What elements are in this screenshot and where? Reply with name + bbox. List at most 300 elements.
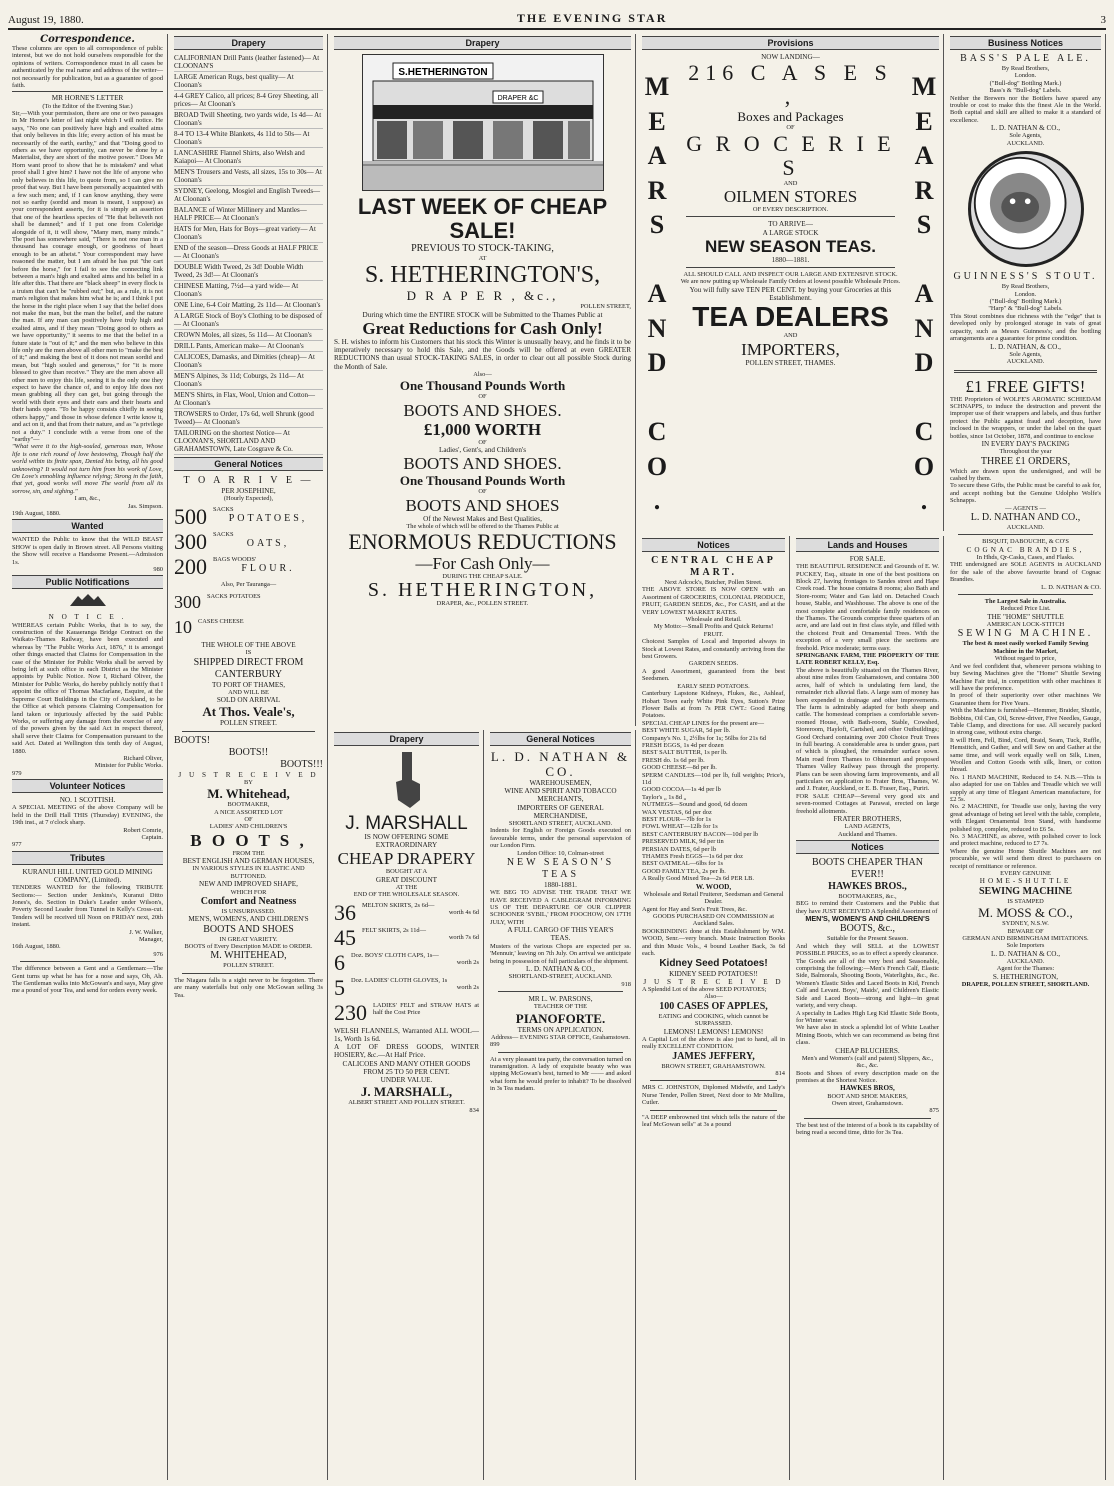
welsh-flannels: WELSH FLANNELS, Warranted ALL WOOL—1s, Worth 1s 6d. <box>334 1026 479 1044</box>
cloonan-ad-item: BALANCE of Winter Millinery and Mantles— HALF PRICE— At Cloonan's <box>174 205 323 224</box>
just-received: J U S T R E C E I V E D <box>178 770 319 779</box>
goods-qty: 500 <box>174 505 207 528</box>
letter-signature: Jas. Simpson. <box>128 502 163 510</box>
hetherington-7: S. HETHERINGTON, <box>992 972 1059 981</box>
capital-lot: A Capital Lot of the above is also just to hand, all in really EXCELLENT CONDITION. <box>642 1035 785 1051</box>
mears-letter <box>921 385 928 411</box>
notice-signer: Richard Oliver, <box>123 754 163 762</box>
putting-up: We are now putting up Wholesale Family Orders at lowest possible Wholesale Prices. <box>680 278 901 286</box>
early-potatoes: EARLY SEED POTATOES. <box>677 682 750 690</box>
column-drapery-cloonan <box>170 34 328 1480</box>
also-tauranga: Also, Per Tauranga— <box>220 580 277 588</box>
parsons-number: 899 <box>490 1041 500 1049</box>
beg-remind: BEG to remind their Customers and the Public that they have JUST RECEIVED A Splendid Assortment of <box>796 900 939 915</box>
goods-best: The Goods are all of the very best and Seasonable, comprising the following:—Men's French Calf, Elastic Side, Balmorals, Shooting Boots, Waterlights, &c., &c. Women's Elastic Sides and Laced Boots in Kid, French Calf and Levant. Boys', Maids', and Children's Elastic Side and Laced Boots—strong and light—in great variety, and very cheap. <box>796 957 939 1010</box>
mears-letter: O <box>646 451 668 481</box>
boots-shoes-1: BOOTS AND SHOES. <box>403 400 562 420</box>
every-days-packing: IN EVERY DAY'S PACKING <box>981 439 1070 448</box>
mears-letter: S <box>649 210 665 239</box>
marshall-address: ALBERT STREET AND POLLEN STREET. <box>348 1099 465 1107</box>
mears-letter: A <box>914 279 934 308</box>
marshall-row <box>334 902 479 924</box>
letter-subtitle: (To the Editor of the Evening Star.) <box>42 102 133 110</box>
harp-labels: "Harp" & "Bull-dog" Labels. <box>988 305 1063 313</box>
marshall-item: Doz. BOYS' CLOTH CAPS, 1s— <box>351 951 439 959</box>
advise-text: WE BEG TO ADVISE THE TRADE THAT WE HAVE RECEIVED A CABLEGRAM INFORMING US OF THE DEPARTURE OF OUR CLIPPER SCHOONER 'SYBIL,' FROM FOOCHOW, ON 17TH JULY, WITH <box>490 889 631 926</box>
goods-item: POTATOES, <box>228 513 308 525</box>
tributes-signer: J. W. Walker, <box>129 928 163 936</box>
marshall-worth: worth 4s 6d <box>448 909 479 917</box>
volunteer-signer: Robert Comrie, <box>123 826 163 834</box>
shipped-direct: SHIPPED DIRECT FROM <box>193 656 304 668</box>
cloonan-ad-item: CROWN Moles, all sizes, 5s 11d— At Cloonan's <box>174 330 323 341</box>
whole-offered: The whole of which will be offered to the Thames Public at <box>406 522 559 530</box>
goods-list <box>174 506 323 578</box>
garden-seeds: GARDEN SEEDS. <box>688 660 739 668</box>
jeffery-name: JAMES JEFFERY, <box>672 1050 755 1062</box>
mears-letter <box>654 247 661 273</box>
bulldog-seal-icon <box>968 151 1084 267</box>
guinness-stout: GUINNESS'S STOUT. <box>953 271 1098 283</box>
hem-fell: It will Hem, Fell, Bind, Cord, Braid, Seam, Tuck, Ruffle, Hemstitch, and Gather, and will Sew on and Gather at the same time, and will work equally well on Silk, Linen, Woollen and Cotton Goods with silk, linen, or cotton thread. <box>950 736 1101 774</box>
three-orders: THREE £1 ORDERS, <box>980 455 1071 467</box>
extraordinary: EXTRAORDINARY <box>375 841 438 850</box>
commission: GOODS PURCHASED ON COMMISSION at Auckland Sales. <box>652 913 775 928</box>
port-of-thames: TO PORT OF THAMES, <box>211 680 286 689</box>
bisquit: BISQUIT, DABOUCHE, & CO'S <box>982 538 1069 546</box>
cloonan-ad-item: 4-4 GREY Calico, all prices; 8-4 Grey Sheeting, all prices— At Cloonan's <box>174 91 323 110</box>
deep-tint: "A DEEP embrowned tint which tells the nature of the leaf McGowan sells" at 3s a pound <box>642 1113 785 1128</box>
veale-name: At Thos. Veale's, <box>202 704 295 720</box>
cloonan-ad-item: CALICOES, Damasks, and Dimities (cheap)— At Cloonan's <box>174 352 323 371</box>
will-be: AND WILL BE <box>228 688 269 696</box>
goods2-qty: 10 <box>174 617 192 638</box>
best-easily: The best & most easily worked Family Sewing Machine in the Market, <box>962 640 1089 655</box>
goods-row <box>174 531 323 553</box>
mears-letter: N <box>914 313 934 343</box>
tributes-number: 976 <box>153 950 163 958</box>
reduced-price-list: Reduced Price List. <box>1000 605 1051 613</box>
mears-letter: R <box>914 175 934 205</box>
agent-thames: Agent for the Thames: <box>996 965 1055 973</box>
divider <box>958 534 1093 535</box>
cloonan-ad-item: DOUBLE Width Tweed, 2s 3d! Double Width Tweed, 2s 3d!— At Cloonan's <box>174 262 323 281</box>
importers-5: IMPORTERS, <box>741 339 840 359</box>
wanted-heading: Wanted <box>12 519 163 533</box>
correspondence-disclaimer: These columns are open to all correspondence of public interest, but we do not hold ourselves responsible for the opinions of writers. Correspondence must in all cases be authenticated by the real name and address of the writer—not necessarily for publication, but as a guarantee of good faith. <box>12 45 163 92</box>
volunteer-signer-title: Captain. <box>141 833 163 841</box>
notice-signer-title: Minister for Public Works. <box>94 762 163 770</box>
goods-item: OATS, <box>246 538 290 550</box>
under-value: UNDER VALUE. <box>380 1076 433 1085</box>
divider <box>498 1052 623 1053</box>
cheap-bluchers: CHEAP BLUCHERS. <box>835 1046 900 1055</box>
bass-labels: Bass's & "Bull-dog" Labels. <box>989 87 1062 95</box>
sydney: SYDNEY, N.S.W. <box>1002 920 1049 928</box>
cloonan-ad-item: ONE Line, 6-4 Coir Matting, 2s 11d— At Cloonan's <box>174 300 323 311</box>
central-cheap-mart: CENTRAL CHEAP MART. <box>651 555 776 578</box>
sewing-machine: SEWING MACHINE. <box>957 628 1094 640</box>
bulldog-mark-2: ("Bull-dog" Bottling Mark.) <box>989 298 1062 306</box>
column-lands-houses <box>792 536 944 1480</box>
home-shuttle: THE "HOME" SHUTTLE <box>987 612 1064 621</box>
bootmaker-label: BOOTMAKER, <box>227 801 270 809</box>
cheap-drapery: CHEAP DRAPERY <box>337 849 476 869</box>
great-variety: IN GREAT VARIETY. <box>219 935 278 943</box>
groceries: G R O C E R I E S <box>686 130 895 180</box>
tea-dealers: TEA DEALERS <box>692 301 889 333</box>
mears-letter: A <box>647 141 667 170</box>
goods2-qty: 300 <box>174 592 201 613</box>
for-cash-only: —For Cash Only— <box>415 554 550 574</box>
moss-co: M. MOSS & CO., <box>978 905 1073 921</box>
goods-unit: BAGS WOODS' <box>213 555 257 563</box>
wood-agent: Agent for Hay and Son's Fruit Trees, &c. <box>642 905 747 913</box>
divider <box>686 267 895 268</box>
largest-sale: The Largest Sale in Australia. <box>984 598 1067 606</box>
to-arrive-5: TO ARRIVE— <box>768 220 813 229</box>
cloonan-ad-item: A LARGE Stock of Boy's Clothing to be disposed of— At Cloonan's <box>174 312 323 328</box>
home-shuttle-2: HOME-SHUTTLE <box>979 877 1072 886</box>
special-line-item: BEST CANTERBURY BACON—10d per lb <box>642 830 759 838</box>
drapery-heading-3: Drapery <box>334 732 479 746</box>
machine-no1: No. 1 HAND MACHINE, Reduced to £4. N.B.—This is also adapted for use on Tables and Treadle which we will supply at any time of Elegant American manufacture, for £2 5s. <box>950 773 1101 804</box>
goods2-row <box>174 616 323 638</box>
special-line-item: FOWL WHEAT—12lb for 1s <box>642 823 718 831</box>
dress-goods: A LOT OF DRESS GOODS, WINTER HOSIERY, &c.—At Half Price. <box>334 1043 479 1060</box>
springbank-title: SPRINGBANK FARM, THE PROPERTY OF THE LATE ROBERT KELLY, Esq. <box>796 652 939 667</box>
boot-shoe-makers: BOOT AND SHOE MAKERS, <box>827 1092 908 1100</box>
notice-title: N O T I C E . <box>48 613 127 622</box>
general-notices-heading: General Notices <box>174 457 323 471</box>
column-hetherington <box>330 34 636 726</box>
specialty: A specialty in Ladies High Leg Kid Elastic Side Boots, for Winter wear. <box>796 1009 939 1024</box>
german-imitations: GERMAN AND BIRMINGHAM IMITATIONS. <box>962 934 1089 942</box>
importers: IMPORTERS OF GENERAL <box>517 803 604 812</box>
general-notices-heading-2: General Notices <box>490 732 631 746</box>
special-line-item: BEST WHITE SUGAR, 5d per lb. <box>642 727 731 735</box>
tea-year-5: 1880—1881. <box>771 255 810 264</box>
public-notifications-heading: Public Notifications <box>12 575 163 589</box>
bookbinding: BOOKBINDING done at this Establishment by WM. WOOD, Senr.—very branch. Music Instruction Books and thin Music Vols., 4 bound Leather Back, 3s 6d each. <box>642 927 785 958</box>
by-read: By Read Brothers, <box>1001 65 1050 72</box>
residence-text: THE BEAUTIFUL RESIDENCE and Grounds of E. W. PUCKEY, Esq., situate in one of the best positions on Block 27, having frontages to Sandes street and Hape Creek road. The house contains 8 rooms; also Bath and Store-room; Water and Gas laid on. Detached Coach house, Stable, and Washhouse. The above is one of the most complete and comfortable family residences on the Thames. The Grounds comprise three quarters of an acre, and are laid out in first class style, and filled with the choicest Fruit and Ornamental Trees. With the exception of a very small piece the sections are freehold. Price moderate; terms easy. <box>796 563 940 652</box>
mens-womens: MEN'S, WOMEN'S, AND CHILDREN'S <box>188 915 309 924</box>
letter-date: 19th August, 1880. <box>12 509 61 517</box>
cloonan-ad-item: TROWSERS to Order, 17s 6d, well Shrunk (good Tweed)— At Cloonan's <box>174 409 323 428</box>
cloonan-ad-item: TAILORING on the shortest Notice— At CLOONAN'S, SHORTLAND AND GRAHAMSTOWN, Late Cosgrave & Co. <box>174 428 323 455</box>
notice-number: 979 <box>12 769 22 777</box>
column-marshall <box>330 730 484 1480</box>
cognac-brandies: COGNAC BRANDIES, <box>966 545 1085 554</box>
suitable-season: Suitable for the Present Season. <box>826 935 909 943</box>
canterbury-potatoes: Canterbury Lapstone Kidneys, Flukes, &c., Ashleaf, Hobart Town early White Pink Eyes, Sutton's Prize Flower Balls at from 7s PER CWT.: Good Eating Potatoes. <box>642 690 785 720</box>
mears-letter <box>921 247 928 273</box>
apples: 100 CASES OF APPLES, <box>659 1000 768 1012</box>
masthead <box>8 4 1106 30</box>
cloonan-ad-item: HATS for Men, Hats for Boys—great variety— At Cloonan's <box>174 224 323 243</box>
sole-importers: Sole Importers <box>1006 942 1045 950</box>
save-percent: You will fully save TEN PER CENT. by buying your Groceries at this Establishment. <box>689 285 892 303</box>
auckland-7: AUCKLAND. <box>1006 139 1045 147</box>
divider <box>182 973 315 974</box>
hetherington-address: DRAPER, &c., POLLEN STREET. <box>436 599 529 607</box>
mears-letter: . <box>653 486 661 515</box>
frater-location: Auckland and Thames. <box>838 830 897 838</box>
canterbury-label: CANTERBURY <box>214 668 283 680</box>
full-cargo: A FULL CARGO OF THIS YEAR'S <box>507 926 614 935</box>
mears-letter: A <box>914 141 934 170</box>
tributes-title: KURANUI HILL UNITED GOLD MINING COMPANY, (Limited). <box>22 867 153 884</box>
drapery-heading: Drapery <box>174 36 323 50</box>
goods2-item: CASES CHEESE <box>198 618 244 626</box>
thousand-pounds: One Thousand Pounds Worth <box>399 378 566 394</box>
nathan-7b: L. D. NATHAN, & CO., <box>990 342 1061 351</box>
sole-agents-7: Sole Agents, <box>1009 132 1042 140</box>
great-discount: GREAT DISCOUNT <box>375 875 438 884</box>
is-label: IS <box>245 649 252 657</box>
secure-gifts: To secure these Gifts, the Public must be careful to ask for, and accept nothing but the Genuine Udolpho Wolfe's Schnapps. <box>950 482 1101 505</box>
to-arrive: T O A R R I V E — <box>183 475 314 486</box>
mears-letter: R <box>647 175 667 205</box>
special-lines-list <box>642 727 785 883</box>
agents-label: — AGENTS — <box>1005 504 1046 512</box>
issue-date: August 19, 1880. <box>8 14 84 26</box>
store-open: THE ABOVE STORE IS NOW OPEN with an Assortment of GROCERIES, COLONIAL PRODUCE, FRUIT, GARDEN SEEDS, &c., For CASH, and at the VERY LOWEST MARKET RATES. <box>642 586 785 616</box>
draper-pollen: DRAPER, POLLEN STREET, SHORTLAND. <box>961 980 1090 988</box>
also-label: Also— <box>473 370 492 378</box>
just-received-5: J U S T R E C E I V E D <box>643 977 784 986</box>
drawn-upon: Which are drawn upon the undersigned, and will be cashed by them. <box>950 467 1101 482</box>
cloonan-ad-item: MEN'S Alpines, 3s 11d; Coburgs, 2s 11d— At Cloonan's <box>174 371 323 390</box>
column-correspondence <box>8 34 168 1480</box>
now-landing: NOW LANDING— <box>761 53 820 61</box>
terms-application: TERMS ON APPLICATION. <box>517 1025 604 1034</box>
special-lines-heading: SPECIAL CHEAP LINES for the present are— <box>642 719 764 727</box>
wholesale-retail: Wholesale and Retail. <box>685 616 742 624</box>
volunteer-number: 977 <box>12 841 22 849</box>
hawkes-name: HAWKES BROS., <box>828 881 907 893</box>
free-gifts: £1 FREE GIFTS! <box>965 376 1086 396</box>
tea-year: 1880-1881. <box>544 881 577 890</box>
owen-street: Owen street, Grahamstown. <box>831 1099 904 1107</box>
special-line-item: GOOD CHEESE—8d per lb. <box>642 764 717 772</box>
goods-row <box>174 506 323 528</box>
cloonan-ad-item: BROAD Twill Sheeting, two yards wide, 1s 4d— At Cloonan's <box>174 111 322 127</box>
whole-of-above: THE WHOLE OF THE ABOVE <box>201 641 296 650</box>
marshall-row <box>334 927 479 949</box>
boots-shoes-3: BOOTS AND SHOES <box>405 495 560 515</box>
for-sale: FOR SALE. <box>849 555 886 563</box>
special-line-item: BEST SALT BUTTER, 1s per lb. <box>642 749 728 757</box>
whitehead-name-2: M. WHITEHEAD, <box>210 950 287 962</box>
divider <box>650 1080 777 1081</box>
cloonan-ad-item: LANCASHIRE Flannel Shirts, also Welsh and Kaiapoi— At Cloonan's <box>174 148 323 167</box>
sold-on-arrival: SOLD ON ARRIVAL <box>216 696 281 705</box>
divider <box>20 961 155 962</box>
made-premises: Boots and Shoes of every description made on the premises at the Shortest Notice. <box>796 1069 939 1084</box>
warehousemen: WAREHOUSEMEN, <box>529 779 592 787</box>
marshall-qty: 6 <box>334 951 345 974</box>
cloonan-ad-item: 8-4 TO 13-4 White Blankets, 4s 11d to 50s— At Cloonan's <box>174 129 323 148</box>
thousand-pounds-2: One Thousand Pounds Worth <box>399 473 566 489</box>
column-mears-provisions <box>638 34 944 531</box>
tributes-signer-title: Manager, <box>138 936 163 944</box>
divider <box>498 991 623 992</box>
pianoforte: PIANOFORTE. <box>515 1010 606 1026</box>
marshall-worth: worth 2s <box>456 984 479 992</box>
goods2-list <box>174 591 323 638</box>
teas-label: TEAS. <box>550 934 571 943</box>
special-line-item: FRESH EGGS, 1s 4d per dozen <box>642 741 724 749</box>
goods-item: FLOUR. <box>241 563 295 575</box>
wood-title: Wholesale and Retail Fruiterer, Seedsman and General Dealer. <box>643 890 784 906</box>
goods-row <box>174 556 323 578</box>
divider <box>182 731 315 732</box>
shortland-street: SHORTLAND STREET, AUCKLAND. <box>508 820 613 828</box>
undersigned: THE undersigned are SOLE AGENTS in AUCKLAND for the sale of the above favourite brand of Cognac Brandies. <box>950 561 1101 584</box>
hawkes-number: 875 <box>929 1107 939 1115</box>
wanted-number: 980 <box>153 566 163 574</box>
pound-worth: £1,000 WORTH <box>423 419 542 439</box>
american-lock-stitch: AMERICAN LOCK-STITCH <box>986 621 1065 629</box>
seeds-text: A good Assortment, guaranteed from the best Seedsmen. <box>642 667 785 683</box>
cloonan-ad-item: MEN'S Shirts, in Flax, Wool, Union and Cotton— At Cloonan's <box>174 390 323 409</box>
divider <box>804 1118 931 1119</box>
call-inspect: ALL SHOULD CALL AND INSPECT OUR LARGE AND EXTENSIVE STOCK. <box>683 271 898 279</box>
parsons-address: Address— EVENING STAR OFFICE, Grahamstown. <box>490 1033 630 1041</box>
page-number: 3 <box>1100 14 1106 26</box>
new-season-teas-5: NEW SEASON TEAS. <box>705 236 876 256</box>
marshall-item: Doz. LADIES' CLOTH GLOVES, 1s <box>351 976 448 984</box>
cloonan-ad-item: CHINESE Matting, 7½d—a yard wide— At Cloonan's <box>174 281 323 300</box>
and-label-5: AND <box>783 179 798 187</box>
special-line-item: PRESERVED MILK, 9d per tin <box>642 838 724 846</box>
cloonan-ad-list <box>174 53 323 455</box>
mens-womens-6: MEN'S, WOMEN'S AND CHILDREN'S <box>805 914 930 924</box>
special-line-item: Company's No. 1, 2½lbs for 1s; 56lbs for 21s 6d <box>642 734 766 742</box>
wine-spirit: WINE AND SPIRIT AND TOBACCO <box>504 787 617 796</box>
goods-unit: SACKS <box>213 530 234 538</box>
bass-pale-ale: BASS'S PALE ALE. <box>960 53 1091 64</box>
mears-letter: A <box>647 279 667 308</box>
mears-letter: E <box>648 106 666 136</box>
mears-letter: S <box>916 210 932 239</box>
fruit-heading: FRUIT. <box>703 630 724 638</box>
store-sign-text: S.HETHERINGTON <box>397 67 488 78</box>
marshall-item: MELTON SKIRTS, 2s 6d— <box>362 901 435 909</box>
which-for: WHICH FOR <box>230 888 267 896</box>
divider <box>650 1110 777 1111</box>
whitehead-address: POLLEN STREET. <box>223 962 274 970</box>
every-genuine: EVERY GENUINE <box>1000 870 1051 878</box>
marshall-item: FELT SKIRTS, 2s 11d— <box>362 926 427 934</box>
marshall-qty: 45 <box>334 926 356 949</box>
storefront-icon <box>363 55 603 190</box>
boots-cheaper: BOOTS CHEAPER THAN EVER!! <box>812 857 923 881</box>
large-stock: A LARGE STOCK <box>762 228 819 237</box>
of-label: OF <box>244 816 253 824</box>
marshall-qty: 36 <box>334 901 356 924</box>
mears-letter: O <box>913 451 935 481</box>
now-offering: IS NOW OFFERING SOME <box>364 833 449 841</box>
next-adcocks: Next Adcock's, Butcher, Pollen Street. <box>664 579 763 586</box>
parsons-name: MR L. W. PARSONS, <box>528 994 593 1003</box>
store-illustration <box>362 54 604 191</box>
beware: BEWARE OF <box>1007 927 1044 935</box>
also-5: Also— <box>704 993 723 1001</box>
by-read-2: By Read Brothers, <box>1001 283 1050 291</box>
nathan-number: 918 <box>621 980 631 988</box>
from-percent: FROM 25 TO 50 PER CENT. <box>363 1067 450 1076</box>
hetherington-name: S. HETHERINGTON'S, <box>364 262 601 289</box>
mears-vertical-left <box>642 74 672 514</box>
neither-brewers: Neither the Brewers nor the Bottlers have spared any trouble or cost to make this the finest Ale in the World. Both capital and skill are allied to make it a standard of excellence. <box>950 94 1101 124</box>
boots-6: BOOTS, &c., <box>840 923 895 935</box>
kidney-potatoes-2: KIDNEY SEED POTATOES!! <box>669 969 758 978</box>
boots-shoes-2: BOOTS AND SHOES. <box>403 454 562 474</box>
column-business-notices <box>946 34 1106 1480</box>
special-line-item: PERSIAN DATES, 6d per lb <box>642 845 717 853</box>
business-heading: Business Notices <box>950 36 1101 50</box>
kidney-potatoes: Kidney Seed Potatoes! <box>659 957 768 969</box>
mears-letter: C <box>647 417 667 446</box>
marshall-number: 834 <box>469 1106 479 1114</box>
hhds: In Hhds, Qr-Casks, Cases, and Flasks. <box>976 554 1075 562</box>
marshall-row <box>334 1002 479 1024</box>
marshall-item: LADIES' FELT and STRAW HATS at half the Cost Price <box>373 1001 479 1017</box>
paper-name: THE EVENING STAR <box>516 11 668 25</box>
mears-letter: D <box>914 348 934 377</box>
special-line-item: SPERM CANDLES—10d per lb, full weights; Price's, 11d <box>642 771 785 786</box>
letter-verse: "What were it to the high-souled, generous man, Whose life is one rich round of love bestowing, Though half the world within its finite span, Denied his being, all his good unknowing? It would not turn him from his work of Love, On Love's ennobling influence relying; Strong in the faith, that yet, good works will move The world from all its sorrow, sin, and sighing." <box>12 443 163 495</box>
ladies-gents: Ladies', Gent's, and Children's <box>438 446 527 455</box>
special-line-item: BEST OATMEAL—6lbs for 1s <box>642 860 724 868</box>
enormous-reductions: ENORMOUS REDUCTIONS <box>348 529 617 555</box>
of-label-1: OF <box>478 393 487 401</box>
comfort-neatness: Comfort and Neatness <box>200 895 297 907</box>
cloonan-ad-item: SYDNEY, Geelong, Mosgiel and English Tweeds— At Cloonan's <box>174 186 323 205</box>
indents-text: Indents for English or Foreign Goods executed on favourable terms, under the personal supervision of our London Firm. <box>490 827 631 850</box>
machine-no2: No. 2 MACHINE, for Treadle use only, having the very great advantage of being set level with the table, complete, with Elegant Ornamental Iron Stand, with handsome polished top, complete, reduced to £6 5s. <box>950 803 1101 833</box>
bootmakers-6: BOOTMAKERS, &c., <box>838 893 897 901</box>
mears-letter: N <box>647 313 667 343</box>
special-line-item: A Really Good Mixed Tea—2s 6d PER LB. <box>642 875 754 883</box>
cloonan-ad-item: LARGE American Rugs, best quality— At Cloonan's <box>174 72 323 91</box>
marshall-row <box>334 952 479 974</box>
letter-title: MR HORNE'S LETTER <box>51 94 124 103</box>
notices-heading: Notices <box>642 538 785 552</box>
drapery-heading-2: Drapery <box>334 36 631 50</box>
special-line-item: NUTMEGS—Sound and good, 6d dozen <box>642 801 748 809</box>
sole-agents-7b: Sole Agents, <box>1009 350 1042 358</box>
boots-and-shoes: BOOTS AND SHOES <box>203 923 294 935</box>
volunteer-title: NO. 1 SCOTTISH. <box>59 796 116 805</box>
best-houses: BEST ENGLISH AND GERMAN HOUSES, <box>182 857 315 866</box>
during-cheap-sale: DURING THE CHEAP SALE. <box>442 573 523 581</box>
johnston-midwife: MRS C. JOHNSTON, Diplomed Midwife, and Lady's Nurse Tender, Pollen Street, Next door to Mr Mullins, Cutler. <box>642 1084 785 1107</box>
london-7b: London. <box>1014 290 1037 298</box>
special-line-item: GOOD COCOA—1s 4d per lb <box>642 786 721 794</box>
special-line-item: WAX VESTAS, 6d per doz <box>642 808 712 816</box>
draper-label: D R A P E R , &c., <box>406 288 559 304</box>
mears-letter <box>654 385 661 411</box>
every-description: OF EVERY DESCRIPTION. <box>752 206 829 214</box>
feel-confident: And we feel confident that, whenever persons wishing to buy Sewing Machines give the "Home" Shuttle Sewing Machine Fair trial, in competition with other machines it will have the preference. <box>950 662 1101 692</box>
marshall-qty: 230 <box>334 1001 367 1024</box>
goods2-item: SACKS POTATOES <box>207 593 261 601</box>
assorted-lot: A NICE ASSORTED LOT <box>214 808 283 816</box>
